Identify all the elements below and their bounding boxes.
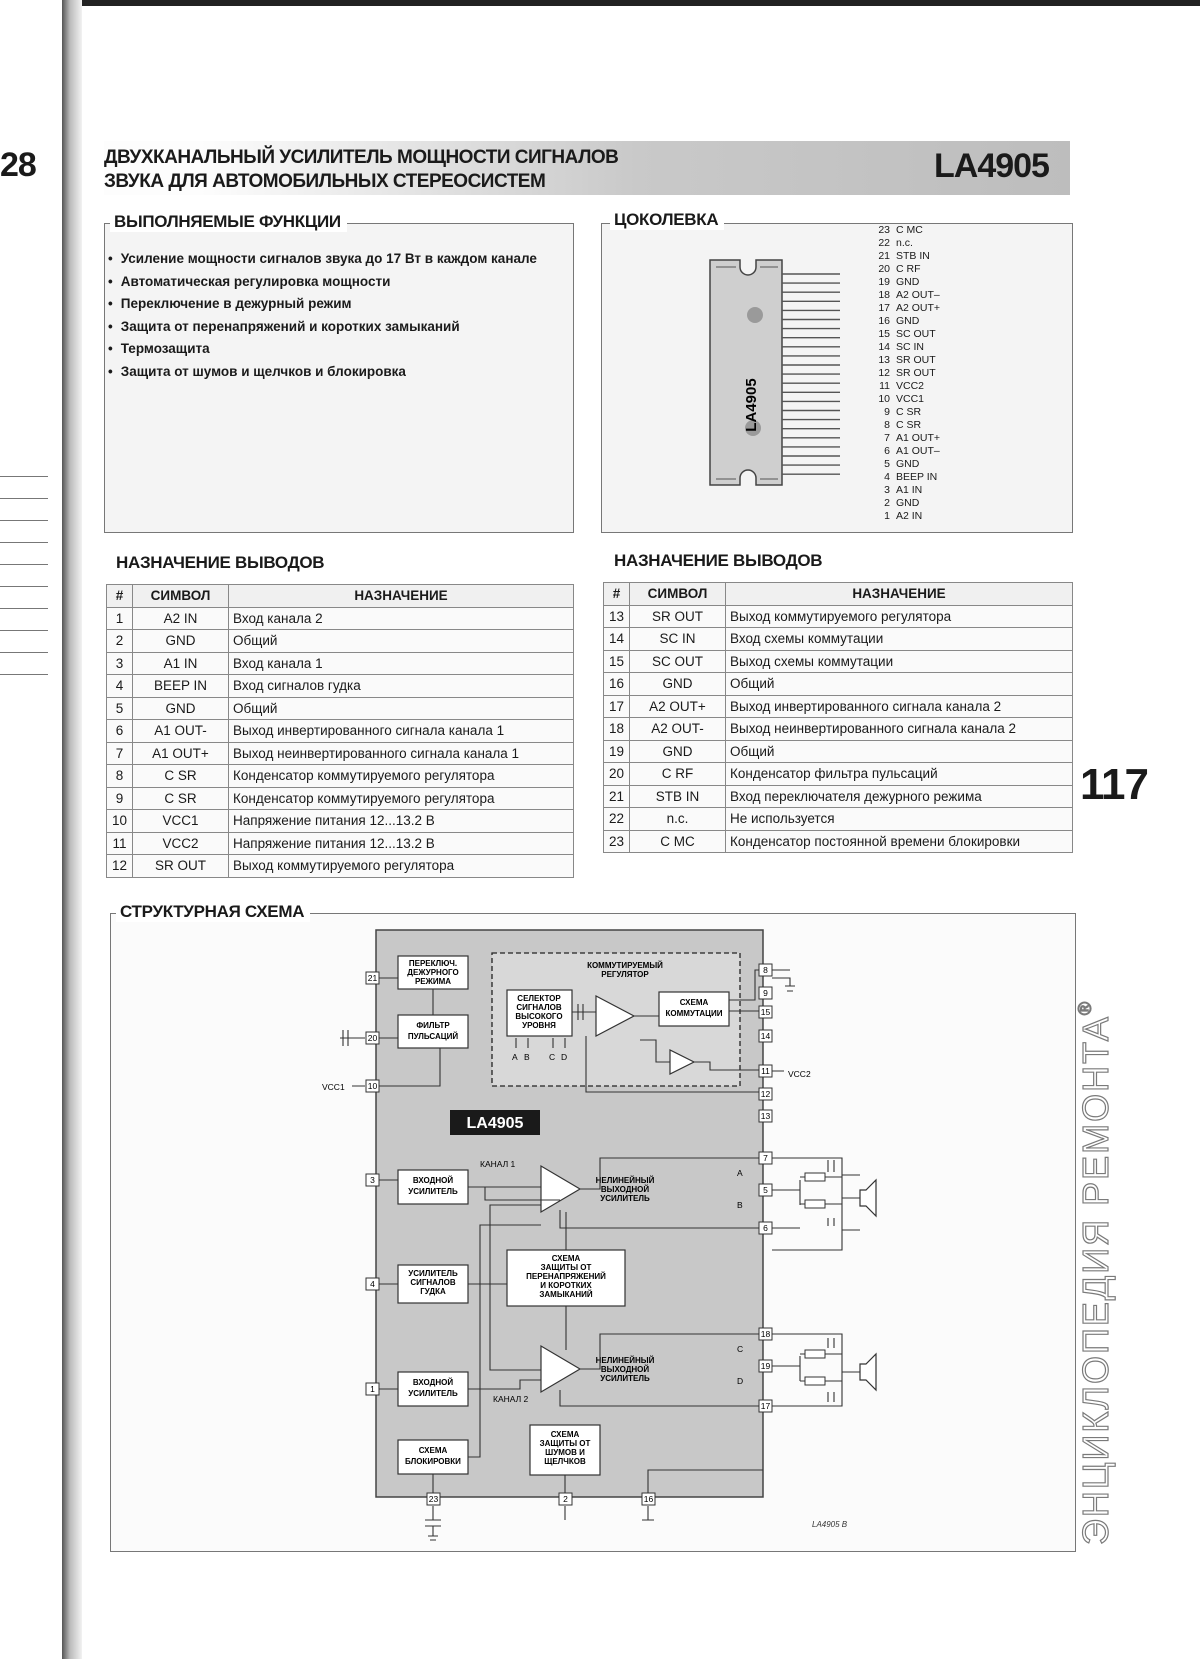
pin-number-cell: 18 (604, 718, 630, 741)
function-item: • Защита от перенапряжений и коротких замыканий (108, 316, 537, 339)
svg-text:18: 18 (760, 1329, 771, 1339)
pin-purpose-cell: Вход канала 1 (229, 652, 574, 675)
function-item: • Защита от шумов и щелчков и блокировка (108, 361, 537, 384)
svg-text:СЕЛЕКТОРСИГНАЛОВВЫСОКОГОУРОВНЯ: СЕЛЕКТОР СИГНАЛОВ ВЫСОКОГО УРОВНЯ (515, 994, 563, 1030)
svg-text:11: 11 (761, 1066, 770, 1076)
pin-number: 13 (878, 354, 890, 366)
svg-text:16: 16 (643, 1494, 654, 1504)
pin-number: 4 (884, 471, 890, 483)
pin-purpose-cell: Выход коммутируемого регулятора (726, 605, 1073, 628)
page-number: 117 (1080, 760, 1148, 809)
pin-purpose-cell: Напряжение питания 12...13.2 В (229, 810, 574, 833)
title-line-2: ЗВУКА ДЛЯ АВТОМОБИЛЬНЫХ СТЕРЕОСИСТЕМ (104, 171, 546, 192)
svg-text:15: 15 (760, 1007, 771, 1017)
svg-text:ФИЛЬТРПУЛЬСАЦИЙ: ФИЛЬТР ПУЛЬСАЦИЙ (407, 1021, 459, 1041)
out-label-a: A (737, 1168, 743, 1178)
pin-number-cell: 6 (107, 720, 133, 743)
out-label-d: D (737, 1376, 744, 1386)
functions-title: ВЫПОЛНЯЕМЫЕ ФУНКЦИИ (110, 212, 347, 232)
pin-number: 9 (884, 406, 890, 418)
svg-text:17: 17 (760, 1401, 771, 1411)
svg-text:УСИЛИТЕЛЬСИГНАЛОВГУДКА: УСИЛИТЕЛЬ СИГНАЛОВ ГУДКА (408, 1269, 458, 1296)
pin-number: 20 (878, 263, 890, 275)
svg-text:10: 10 (367, 1081, 378, 1091)
pin-name: BEEP IN (896, 471, 938, 483)
pin-symbol-cell: C MC (630, 830, 726, 853)
block-diagram-title: СТРУКТУРНАЯ СХЕМА (116, 902, 310, 922)
pin-symbol-cell: A2 IN (133, 607, 229, 630)
pin-symbol-cell: GND (133, 630, 229, 653)
col-header-purpose: НАЗНАЧЕНИЕ (726, 583, 1073, 606)
pin-number: 11 (879, 380, 890, 392)
chip-label: LA4905 (466, 1115, 524, 1132)
pin-name: A1 IN (896, 484, 923, 496)
pin-number: 7 (884, 432, 890, 444)
pin-purpose-cell: Выход неинвертированного сигнала канала 2 (726, 718, 1073, 741)
svg-text:12: 12 (760, 1089, 771, 1099)
pin-name: SR OUT (896, 367, 936, 379)
pin-number: 5 (884, 458, 890, 470)
pin-name: A2 IN (896, 510, 923, 522)
diagram-pin (759, 964, 772, 976)
pin-number: 17 (878, 302, 890, 314)
standby-switch-block (398, 956, 468, 989)
pin-symbol-cell: GND (133, 697, 229, 720)
pin-number-cell: 8 (107, 765, 133, 788)
pin-number: 18 (878, 289, 890, 301)
pin-purpose-cell: Конденсатор коммутируемого регулятора (229, 765, 574, 788)
diagram-pin (427, 1493, 440, 1505)
pin-number-cell: 1 (107, 607, 133, 630)
pin-symbol-cell: A1 OUT- (133, 720, 229, 743)
pin-name: A2 OUT– (896, 289, 940, 301)
pin-number: 10 (878, 393, 890, 405)
svg-text:4: 4 (370, 1279, 375, 1289)
channel-1-label: КАНАЛ 1 (480, 1159, 516, 1169)
switching-block (659, 992, 729, 1026)
pin-table-left-title: НАЗНАЧЕНИЕ ВЫВОДОВ (112, 553, 330, 573)
pin-number: 19 (878, 276, 890, 288)
svg-text:13: 13 (760, 1111, 771, 1121)
col-header-number: # (604, 583, 630, 606)
diagram-reference: LA4905 B (812, 1520, 848, 1529)
diagram-pin (759, 1030, 772, 1042)
pin-symbol-cell: C RF (630, 763, 726, 786)
title-line-1: ДВУХКАНАЛЬНЫЙ УСИЛИТЕЛЬ МОЩНОСТИ СИГНАЛОВ (104, 147, 619, 168)
pin-name: GND (896, 458, 920, 470)
pin-number-cell: 10 (107, 810, 133, 833)
pin-name: A1 OUT+ (896, 432, 941, 444)
spine-title: ЭНЦИКЛОПЕДИЯ РЕМОНТА (1075, 1015, 1116, 1545)
diagram-pin (759, 1184, 772, 1196)
svg-text:9: 9 (763, 988, 768, 998)
vcc1-label: VCC1 (322, 1082, 345, 1092)
pin-number-cell: 19 (604, 740, 630, 763)
pin-purpose-cell: Выход неинвертированного сигнала канала 1 (229, 742, 574, 765)
pin-name: C SR (896, 419, 922, 431)
pin-symbol-cell: GND (630, 673, 726, 696)
pin-number: 6 (884, 445, 890, 457)
pin-number-cell: 23 (604, 830, 630, 853)
pin-number-cell: 11 (107, 832, 133, 855)
spine-text (1075, 1000, 1117, 1545)
pin-symbol-cell: C SR (133, 787, 229, 810)
pin-symbol-cell: VCC1 (133, 810, 229, 833)
pin-number-cell: 9 (107, 787, 133, 810)
selector-inputs: A B C D (512, 1052, 568, 1062)
svg-text:3: 3 (370, 1175, 375, 1185)
pin-symbol-cell: C SR (133, 765, 229, 788)
svg-text:21: 21 (367, 973, 378, 983)
pin-purpose-cell: Вход канала 2 (229, 607, 574, 630)
svg-text:СХЕМАБЛОКИРОВКИ: СХЕМА БЛОКИРОВКИ (405, 1446, 461, 1466)
col-header-symbol: СИМВОЛ (630, 583, 726, 606)
svg-text:19: 19 (760, 1361, 771, 1371)
pin-name: C MC (896, 224, 923, 236)
out-label-b: B (737, 1200, 743, 1210)
pin-name: VCC2 (896, 380, 925, 392)
pin-purpose-cell: Вход схемы коммутации (726, 628, 1073, 651)
pin-name: C SR (896, 406, 922, 418)
vcc2-label: VCC2 (788, 1069, 811, 1079)
selector-block (507, 990, 572, 1036)
previous-page-number: 28 (0, 146, 36, 184)
output-amp-1-label: НЕЛИНЕЙНЫЙ ВЫХОДНОЙ УСИЛИТЕЛЬ (595, 1176, 655, 1203)
svg-text:СХЕМАЗАЩИТЫ ОТШУМОВ ИЩЕЛЧКОВ: СХЕМА ЗАЩИТЫ ОТ ШУМОВ И ЩЕЛЧКОВ (539, 1430, 591, 1466)
pin-number-cell: 4 (107, 675, 133, 698)
diagram-pin (759, 1110, 772, 1122)
svg-text:СХЕМАЗАЩИТЫ ОТПЕРЕНАПРЯЖЕНИЙИ: СХЕМА ЗАЩИТЫ ОТ ПЕРЕНАПРЯЖЕНИЙ И КОРОТКИХ ЗАМЫКАНИЙ (526, 1254, 606, 1299)
svg-text:14: 14 (760, 1031, 771, 1041)
pin-number-cell: 17 (604, 695, 630, 718)
pin-symbol-cell: SR OUT (630, 605, 726, 628)
diagram-pin (759, 1006, 772, 1018)
pin-name: n.c. (896, 237, 913, 249)
pin-number: 14 (878, 341, 890, 353)
pin-symbol-cell: A1 IN (133, 652, 229, 675)
diagram-pin (366, 972, 379, 984)
pin-number: 3 (884, 484, 890, 496)
pin-purpose-cell: Конденсатор коммутируемого регулятора (229, 787, 574, 810)
diagram-pin (759, 1360, 772, 1372)
pinout-title: ЦОКОЛЕВКА (610, 210, 724, 230)
svg-text:ВХОДНОЙУСИЛИТЕЛЬ: ВХОДНОЙ УСИЛИТЕЛЬ (408, 1176, 458, 1196)
mute-block (398, 1440, 468, 1474)
function-item: • Усиление мощности сигналов звука до 17 Вт в каждом канале (108, 248, 537, 271)
regulator-title: КОММУТИРУЕМЫЙ РЕГУЛЯТОР (587, 961, 663, 979)
pin-name: C RF (896, 263, 921, 275)
diagram-pin (366, 1278, 379, 1290)
svg-text:8: 8 (763, 965, 768, 975)
pin-number-cell: 5 (107, 697, 133, 720)
pin-number: 12 (878, 367, 890, 379)
pin-name: SC IN (896, 341, 925, 353)
pin-number-cell: 20 (604, 763, 630, 786)
svg-text:ПЕРЕКЛЮЧ.ДЕЖУРНОГОРЕЖИМА: ПЕРЕКЛЮЧ. ДЕЖУРНОГО РЕЖИМА (407, 959, 459, 986)
pin-symbol-cell: VCC2 (133, 832, 229, 855)
pin-symbol-cell: SC OUT (630, 650, 726, 673)
diagram-pin (559, 1493, 572, 1505)
svg-text:7: 7 (763, 1153, 768, 1163)
pin-purpose-cell: Не используется (726, 808, 1073, 831)
pin-number: 8 (884, 419, 890, 431)
diagram-pin (759, 1328, 772, 1340)
pin-number-cell: 16 (604, 673, 630, 696)
output-amp-2-label: НЕЛИНЕЙНЫЙ ВЫХОДНОЙ УСИЛИТЕЛЬ (595, 1356, 655, 1383)
diagram-pin (759, 1065, 772, 1077)
pin-purpose-cell: Вход переключателя дежурного режима (726, 785, 1073, 808)
input-amp-1-block (398, 1170, 468, 1204)
pin-number: 15 (878, 328, 890, 340)
pin-name: VCC1 (896, 393, 925, 405)
pin-name: SC OUT (896, 328, 936, 340)
svg-text:СХЕМАКОММУТАЦИИ: СХЕМА КОММУТАЦИИ (665, 998, 723, 1018)
function-item: • Автоматическая регулировка мощности (108, 271, 537, 294)
pin-purpose-cell: Выход схемы коммутации (726, 650, 1073, 673)
svg-text:2: 2 (563, 1494, 568, 1504)
pin-number: 22 (878, 237, 890, 249)
svg-text:6: 6 (763, 1223, 768, 1233)
speaker-2-icon (860, 1354, 876, 1390)
col-header-number: # (107, 585, 133, 608)
pin-name: A1 OUT– (896, 445, 940, 457)
diagram-pin (759, 987, 772, 999)
svg-text:23: 23 (428, 1494, 439, 1504)
pin-number: 21 (878, 250, 890, 262)
pin-number-cell: 21 (604, 785, 630, 808)
speaker-1-icon (860, 1180, 876, 1216)
protection-block (507, 1250, 625, 1306)
pin-number-cell: 13 (604, 605, 630, 628)
svg-text:20: 20 (367, 1033, 378, 1043)
diagram-pin (759, 1222, 772, 1234)
pin-name: GND (896, 276, 920, 288)
pin-number: 2 (884, 497, 890, 509)
function-item: • Термозащита (108, 338, 537, 361)
pin-symbol-cell: STB IN (630, 785, 726, 808)
pin-purpose-cell: Конденсатор постоянной времени блокировки (726, 830, 1073, 853)
pin-name: GND (896, 315, 920, 327)
pin-symbol-cell: GND (630, 740, 726, 763)
pin-number: 23 (878, 224, 890, 236)
pin-name: STB IN (896, 250, 930, 262)
diagram-pin (759, 1400, 772, 1412)
pin-purpose-cell: Общий (726, 740, 1073, 763)
diagram-pin (366, 1080, 379, 1092)
svg-text:1: 1 (370, 1384, 375, 1394)
pin-symbol-cell: SC IN (630, 628, 726, 651)
pin-purpose-cell: Напряжение питания 12...13.2 В (229, 832, 574, 855)
pin-name: A2 OUT+ (896, 302, 941, 314)
ripple-filter-block (398, 1015, 468, 1048)
pin-number-cell: 3 (107, 652, 133, 675)
pin-purpose-cell: Общий (726, 673, 1073, 696)
package-label: LA4905 (743, 378, 760, 432)
pin-symbol-cell: A2 OUT- (630, 718, 726, 741)
pin-symbol-cell: A1 OUT+ (133, 742, 229, 765)
pin-purpose-cell: Общий (229, 697, 574, 720)
input-amp-2-block (398, 1372, 468, 1406)
svg-text:5: 5 (763, 1185, 768, 1195)
pin-purpose-cell: Вход сигналов гудка (229, 675, 574, 698)
diagram-pin (759, 1152, 772, 1164)
pin-number-cell: 2 (107, 630, 133, 653)
svg-text:ВХОДНОЙУСИЛИТЕЛЬ: ВХОДНОЙ УСИЛИТЕЛЬ (408, 1378, 458, 1398)
diagram-pin (642, 1493, 655, 1505)
pin-number-cell: 15 (604, 650, 630, 673)
pin-purpose-cell: Выход инвертированного сигнала канала 1 (229, 720, 574, 743)
pin-number-cell: 12 (107, 855, 133, 878)
pin-symbol-cell: BEEP IN (133, 675, 229, 698)
out-label-c: C (737, 1344, 744, 1354)
diagram-pin (366, 1383, 379, 1395)
noise-protection-block (530, 1425, 600, 1475)
channel-2-label: КАНАЛ 2 (493, 1394, 529, 1404)
pin-number-cell: 22 (604, 808, 630, 831)
pin-number: 16 (878, 315, 890, 327)
pin-purpose-cell: Общий (229, 630, 574, 653)
pin-symbol-cell: n.c. (630, 808, 726, 831)
pin-table-right-title: НАЗНАЧЕНИЕ ВЫВОДОВ (610, 551, 828, 571)
pin-number: 1 (884, 510, 890, 522)
col-header-symbol: СИМВОЛ (133, 585, 229, 608)
diagram-pin (366, 1032, 379, 1044)
pin-number-cell: 14 (604, 628, 630, 651)
chip-name: LA4905 (934, 147, 1049, 185)
registered-mark: ® (1075, 999, 1095, 1016)
col-header-purpose: НАЗНАЧЕНИЕ (229, 585, 574, 608)
diagram-pin (366, 1174, 379, 1186)
pin-name: GND (896, 497, 920, 509)
beep-amp-block (398, 1265, 468, 1303)
pin-purpose-cell: Выход коммутируемого регулятора (229, 855, 574, 878)
pin-number-cell: 7 (107, 742, 133, 765)
pin-symbol-cell: A2 OUT+ (630, 695, 726, 718)
pin-name: SR OUT (896, 354, 936, 366)
pin-purpose-cell: Выход инвертированного сигнала канала 2 (726, 695, 1073, 718)
diagram-pin (759, 1088, 772, 1100)
function-item: • Переключение в дежурный режим (108, 293, 537, 316)
pin-symbol-cell: SR OUT (133, 855, 229, 878)
pin-purpose-cell: Конденсатор фильтра пульсаций (726, 763, 1073, 786)
